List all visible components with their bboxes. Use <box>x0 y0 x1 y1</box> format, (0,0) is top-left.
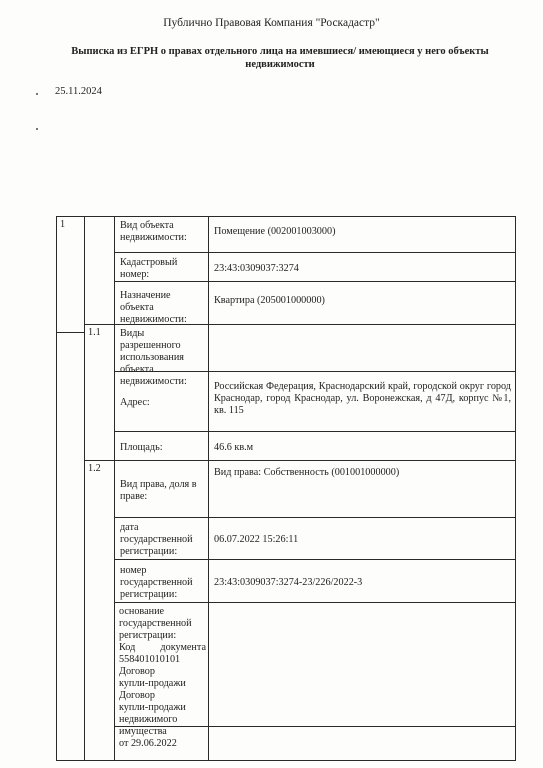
basis-line: от 29.06.2022 <box>119 738 177 749</box>
subsection-number-1-2: 1.2 <box>85 461 115 761</box>
section-number-1: 1 <box>57 217 85 333</box>
registration-number-value: 23:43:0309037:3274-23/226/2022-3 <box>209 560 516 603</box>
address-label: Адрес: <box>115 372 209 432</box>
registration-date-label: дата государственной регистрации: <box>115 518 209 560</box>
company-name: Публично Правовая Компания "Роскадастр" <box>163 17 380 29</box>
object-type-label: Вид объекта недвижимости: <box>115 217 209 253</box>
section-number-empty <box>57 333 85 761</box>
address-value: Российская Федерация, Краснодарский край, городской округ город Краснодар, город Краснодар, ул. Воронежская, д 47Д, корпус №1, кв. 115 <box>209 372 516 432</box>
registration-date-value: 06.07.2022 15:26:11 <box>209 518 516 560</box>
right-type-label: Вид права, доля в праве: <box>115 461 209 518</box>
cadastral-number-value: 23:43:0309037:3274 <box>209 253 516 282</box>
right-type-value: Вид права: Собственность (001001000000) <box>209 461 516 518</box>
object-type-value: Помещение (002001003000) <box>209 217 516 253</box>
next-row-value-empty <box>209 727 516 761</box>
subsection-number-empty <box>85 217 115 325</box>
basis-line: недвижимого имущества <box>119 714 178 737</box>
basis-line: 558401010101 Договор <box>119 654 181 677</box>
purpose-label: Назначение объекта недвижимости: <box>115 282 209 325</box>
area-value: 46.6 кв.м <box>209 432 516 461</box>
permitted-use-label: Виды разрешенного использования объекта недвижимости: <box>115 325 209 372</box>
property-table <box>56 216 516 761</box>
registration-basis-label: основание государственной регистрации: <box>119 606 192 641</box>
scan-speck <box>36 93 38 95</box>
document-title <box>55 45 505 71</box>
registration-basis-cell <box>115 603 209 749</box>
document-date: 25.11.2024 <box>55 86 102 97</box>
registration-basis-value <box>209 603 516 727</box>
registration-number-label: номер государственной регистрации: <box>115 560 209 603</box>
basis-line: купли-продажи Договор <box>119 678 186 701</box>
basis-line: Код документа <box>119 642 206 653</box>
next-row-label-empty <box>115 727 209 761</box>
area-label: Площадь: <box>115 432 209 461</box>
purpose-value: Квартира (205001000000) <box>209 282 516 325</box>
basis-line: купли-продажи <box>119 702 186 713</box>
document-title-line-2: недвижимости <box>245 59 315 70</box>
cadastral-number-label: Кадастровый номер: <box>115 253 209 282</box>
scan-speck <box>36 128 38 130</box>
document-title-line-1: Выписка из ЕГРН о правах отдельного лица на имевшиеся/ имеющиеся у него объекты <box>71 46 489 57</box>
permitted-use-value <box>209 325 516 372</box>
subsection-number-1-1: 1.1 <box>85 325 115 461</box>
